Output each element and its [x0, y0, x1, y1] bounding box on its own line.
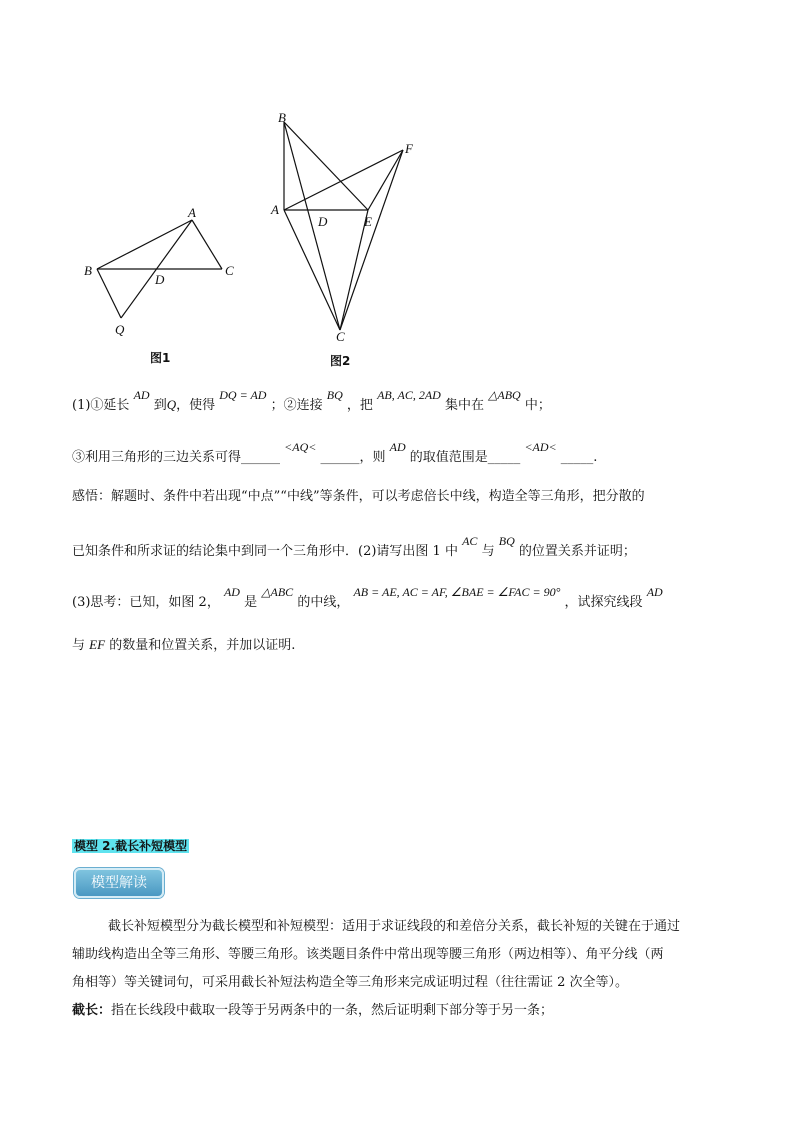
fig1-label-B: B — [84, 263, 92, 278]
q1b-text-c: ______，则 — [320, 450, 386, 465]
q3b-text-a: 与 — [72, 638, 86, 653]
q1-math-ab-ac-2ad: AB, AC, 2AD — [377, 388, 441, 402]
q1-text-k: 集中在 — [445, 398, 485, 413]
q2-text-a: 已知条件和所求证的结论集中到同一个三角形中．(2)请写出图 1 中 — [72, 544, 458, 559]
question-3-line-2 — [72, 636, 295, 655]
section-title-text: 模型 2.截长补短模型 — [74, 839, 188, 853]
fig2-label-C: C — [336, 329, 345, 344]
q1-math-ad: AD — [133, 388, 150, 402]
model-interpretation-badge: 模型解读 — [74, 868, 164, 898]
q3-math-conditions: AB = AE, AC = AF, ∠BAE = ∠FAC = 90° — [353, 585, 561, 599]
paragraph-line-2: 辅助线构造出全等三角形、等腰三角形。该类题目条件中常出现等腰三角形（两边相等）、角平分线（两 — [72, 947, 664, 962]
q1-math-triangle-abq: △ABQ — [488, 388, 521, 402]
q1-text-m: 中； — [524, 398, 551, 413]
fig2-label-E: E — [364, 214, 372, 229]
question-3-line-1 — [72, 585, 663, 612]
figure-1-caption: 图1 — [150, 351, 171, 365]
q3-text-a: (3)思考：已知，如图 2， — [72, 595, 220, 610]
q2-math-ac: AC — [462, 534, 478, 548]
q2-text-c: 与 — [481, 544, 495, 559]
figure-2 — [270, 110, 420, 340]
fig2-label-D: D — [318, 214, 328, 229]
q1-text-c: 到 — [153, 398, 167, 413]
q1-text-e: ，使得 — [176, 398, 216, 413]
q1-math-bq: BQ — [326, 388, 343, 402]
fig1-label-D: D — [155, 272, 165, 287]
q1-text-a: (1)①延长 — [72, 398, 130, 413]
q1b-math-ad: AD — [389, 440, 406, 454]
paragraph-line-3: 角相等）等关键词句，可采用截长补短法构造全等三角形来完成证明过程（往往需证 2 次全等）。 — [72, 975, 629, 990]
q2-math-bq: BQ — [498, 534, 515, 548]
q3-math-ad-2: AD — [646, 585, 663, 599]
fig1-label-A: A — [188, 205, 196, 220]
q1b-math-aq-range: <AQ< — [284, 440, 317, 454]
q1b-math-ad-range: <AD< — [524, 440, 557, 454]
cut-long-label: 截长： — [72, 1003, 112, 1018]
figure-1 — [80, 200, 250, 370]
q3b-text-c: 的数量和位置关系，并加以证明. — [109, 638, 296, 653]
q3-text-e: 的中线， — [297, 595, 350, 610]
question-2-line — [72, 534, 636, 561]
q1-math-q: Q — [166, 397, 177, 412]
cut-long-text: 指在长线段中截取一段等于另两条中的一条，然后证明剩下部分等于另一条； — [111, 1003, 554, 1018]
q1b-text-g: _____. — [560, 450, 598, 465]
fig2-label-A: A — [271, 202, 279, 217]
q3-math-triangle-abc: △ABC — [261, 585, 294, 599]
figure-2-caption: 图2 — [330, 354, 351, 368]
q3-text-c: 是 — [244, 595, 258, 610]
paragraph-line-4 — [72, 1002, 553, 1020]
fig2-label-F: F — [405, 141, 413, 156]
q1-text-i: ，把 — [346, 398, 373, 413]
q1-math-dq-eq-ad: DQ = AD — [219, 388, 267, 402]
insight-line: 感悟：解题时、条件中若出现“中点”“中线”等条件，可以考虑倍长中线，构造全等三角形，把分散的 — [72, 489, 645, 504]
section-title — [72, 835, 189, 854]
q1-text-g: ；②连接 — [270, 398, 323, 413]
question-1-line-1 — [72, 388, 551, 415]
fig1-label-C: C — [225, 263, 234, 278]
q1b-text-e: 的取值范围是_____ — [409, 450, 521, 465]
q2-text-e: 的位置关系并证明； — [518, 544, 636, 559]
q3-math-ad: AD — [223, 585, 240, 599]
fig2-label-B: B — [278, 110, 286, 125]
paragraph-line-1: 截长补短模型分为截长模型和补短模型：适用于求证线段的和差倍分关系，截长补短的关键在于通过 — [108, 919, 681, 934]
q3b-math-ef: EF — [89, 637, 106, 652]
fig1-label-Q: Q — [115, 322, 125, 337]
question-1-line-2 — [72, 440, 598, 467]
q1b-text-a: ③利用三角形的三边关系可得______ — [72, 450, 281, 465]
q3-text-g: ，试探究线段 — [564, 595, 643, 610]
